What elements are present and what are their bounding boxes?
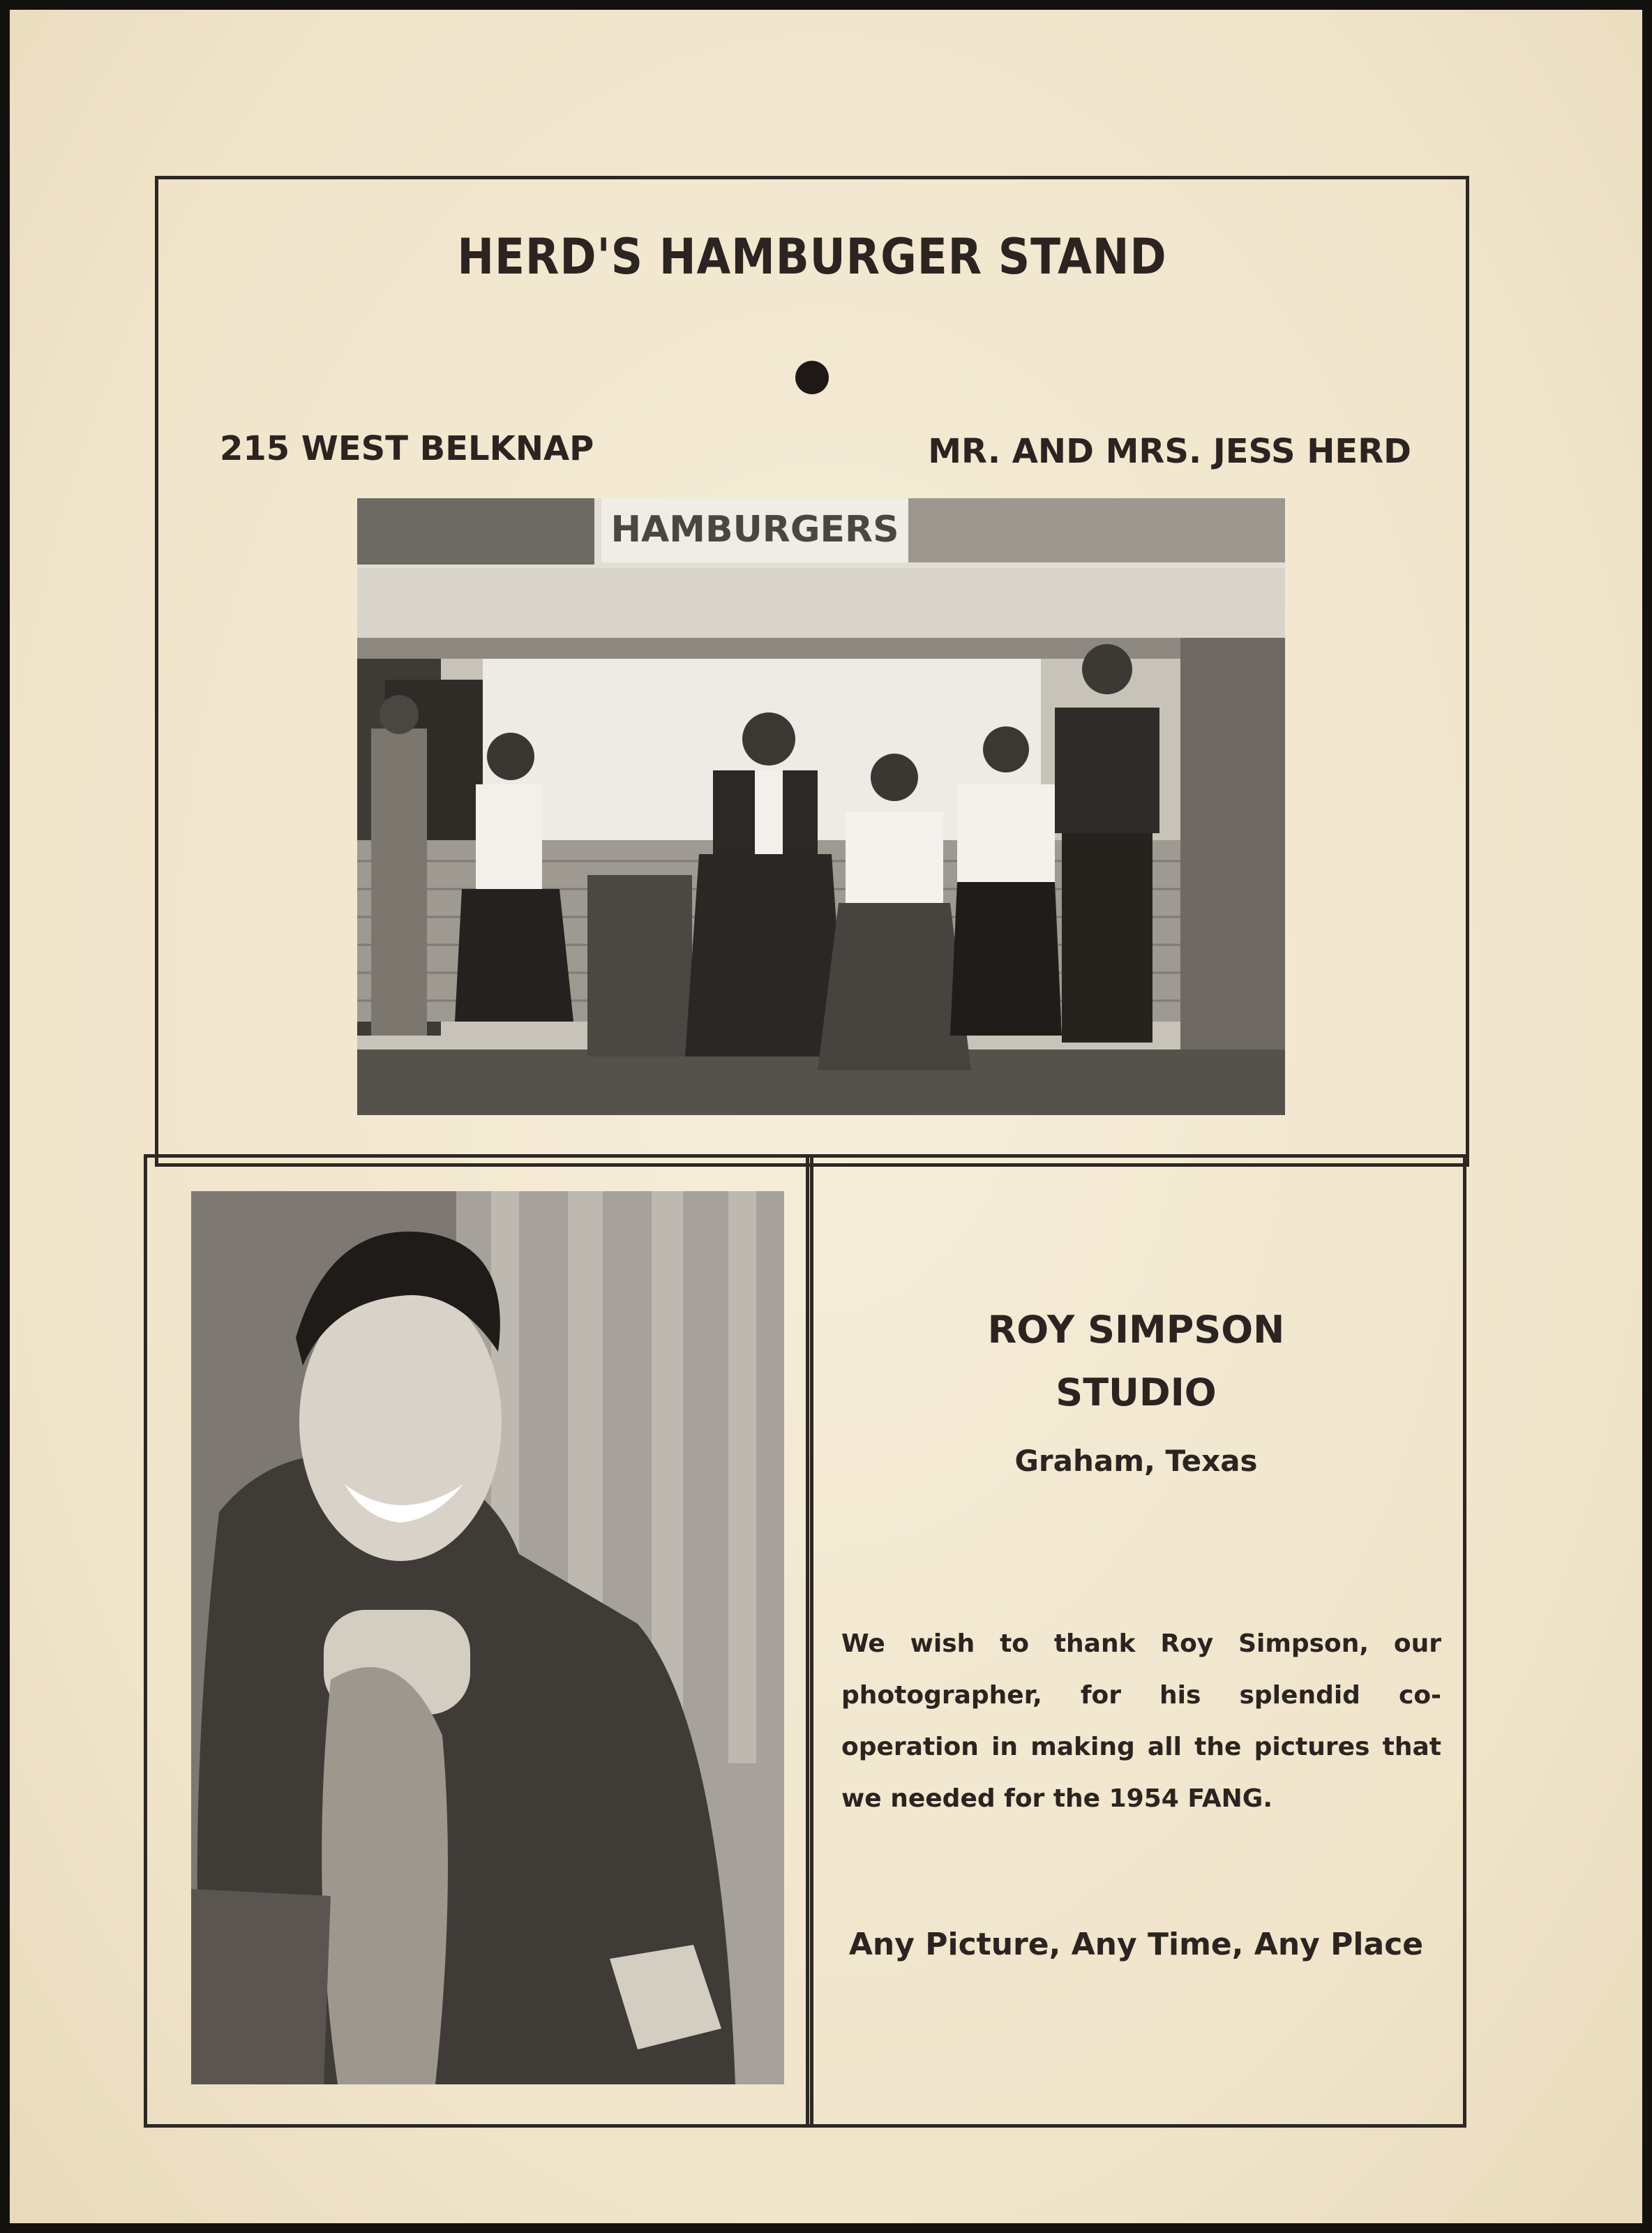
studio-name-line1: ROY SIMPSON: [987, 1308, 1285, 1352]
roy-photo-box: [144, 1154, 813, 2128]
herd-ad-title: HERD'S HAMBURGER STAND: [457, 228, 1167, 285]
studio-location: Graham, Texas: [1014, 1444, 1258, 1478]
thank-you-paragraph: We wish to thank Roy Simpson, our photographer, for his splendid co-operation in making all the pictures that we needed for the 1954 FANG.: [841, 1629, 1441, 1813]
roy-simpson-portrait: [191, 1191, 784, 2084]
herd-owners: MR. AND MRS. JESS HERD: [928, 432, 1411, 471]
photo-sign-text: HAMBURGERS: [610, 509, 899, 551]
herd-address: 215 WEST BELKNAP: [220, 429, 594, 468]
roy-studio-ad-box: [806, 1154, 1466, 2128]
yearbook-page: [10, 10, 1642, 2223]
herd-stand-photo: [357, 498, 1285, 1115]
studio-name-line2: STUDIO: [1056, 1371, 1217, 1414]
bullet-dot-icon: [795, 361, 829, 394]
studio-slogan: Any Picture, Any Time, Any Place: [848, 1927, 1424, 1962]
